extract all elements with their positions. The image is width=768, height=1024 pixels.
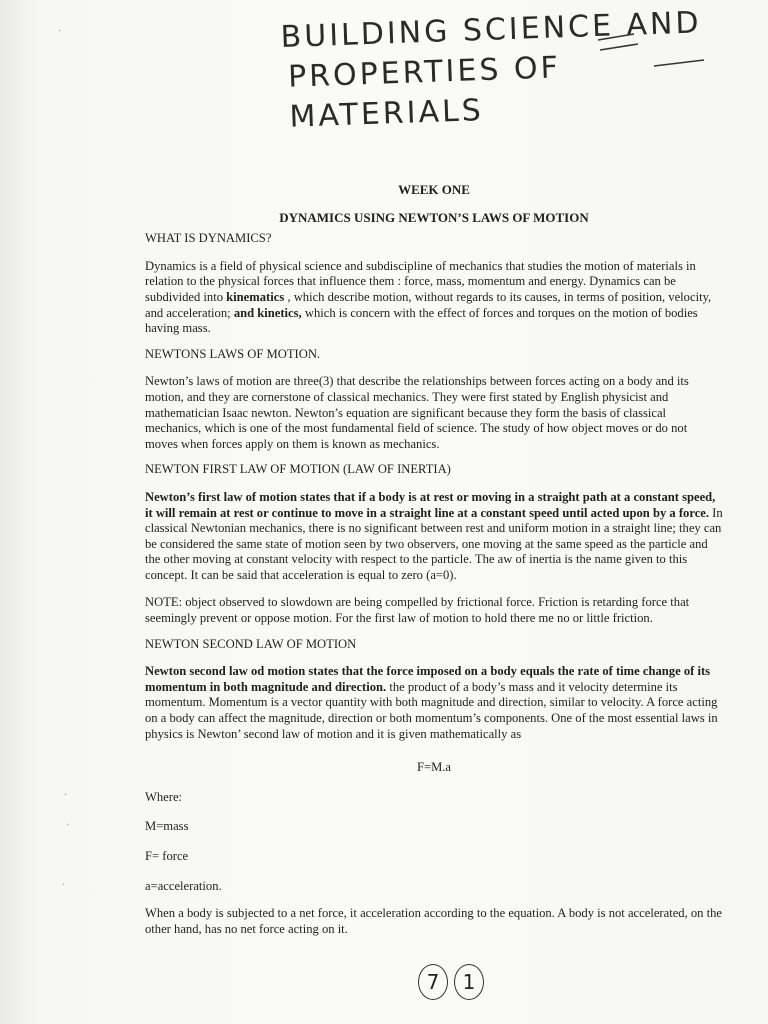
where-label: Where: [145,789,183,804]
paragraph-text: , which describe motion, without regards to its causes, in terms of position, velocity, and acceleration; [145,289,712,320]
paragraph-text: In classical Newtonian mechanics, there is no significant between rest and uniform motion in a straight line; they can be considered the same state of motion seen by two observers, one moving at the same speed as the particle and the other moving at constant velocity with respect to the particle. The aw of inertia is the name given to this concept. It can be said that acceleration is equal to zero (a=0). [145,505,723,582]
first-law-statement: Newton’s first law of motion states that if a body is at rest or moving in a straight path at a constant speed, it will remain at rest or continue to move in a straight line at a constant speed until acted upon by a force. [145,489,716,520]
page-mark-first: 7 [418,964,448,1000]
document-title: DYNAMICS USING NEWTON’S LAWS OF MOTION [279,209,589,225]
section-heading-laws: NEWTONS LAWS OF MOTION. [145,346,321,361]
section-heading-dynamics: WHAT IS DYNAMICS? [145,231,272,246]
scan-speck: · [62,880,66,891]
paragraph-text: the product of a body’s mass and it velocity determine its momentum. Momentum is a vector quantity with both magnitude and direction, similar to velocity. A force acting on a body can affect the magnitude, direction or both momentum’s components. One of the most essential laws in physics is Newton’ second law of motion and it is given mathematically as [145,679,718,741]
scan-speck: · [64,790,68,801]
scan-speck: · [58,26,62,37]
definition-force: F= force [145,849,189,863]
scan-speck: · [66,820,70,831]
handwritten-page-number [418,964,490,1000]
handwritten-title-line2: PROPERTIES OF MATERIALS [287,50,562,135]
document-body [145,182,723,937]
formula: F=M.a [416,760,452,775]
section-heading-second-law: NEWTON SECOND LAW OF MOTION [145,636,357,651]
paragraph-text: which is concern with the effect of forces and torques on the motion of bodies having mass. [145,305,698,336]
bold-term-kinematics: kinematics [226,289,285,304]
paragraph-second-law [145,664,723,742]
definition-acceleration: a=acceleration. [145,878,222,893]
strikethrough-scribble-icon [594,16,714,76]
paragraph-text: Dynamics is a field of physical science and subdiscipline of mechanics that studies the motion of materials in relation to the physical forces that influence them : force, mass, momentum and energy. Dynamics can be subdivided into [145,258,696,304]
week-label: WEEK ONE [398,182,470,197]
handwritten-title-line1: BUILDING SCIENCE AND [280,5,703,56]
section-heading-first-law: NEWTON FIRST LAW OF MOTION (LAW OF INERTIA) [145,462,451,477]
definition-mass: M=mass [145,819,189,834]
paragraph-laws: Newton’s laws of motion are three(3) that describe the relationships between forces acting on a body and its motion, and they are cornerstone of classical mechanics. They were first stated by English physicist and mathematician Isaac newton. Newton’s equation are significant because they form the basis of classical mechanics, which is one of the most fundamental field of science. The study of how object moves or do not moves when forces apply on them is known as mechanics. [145,374,689,451]
paragraph-dynamics [145,259,723,337]
paragraph-closing: When a body is subjected to a net force, it acceleration according to the equation. A body is not accelerated, on the other hand, has no net force acting on it. [145,906,722,936]
bold-term-kinetics: and kinetics, [233,305,302,320]
second-law-statement: Newton second law od motion states that the force imposed on a body equals the rate of time change of its momentum in both magnitude and direction. [145,664,711,694]
paragraph-note: NOTE: object observed to slowdown are being compelled by frictional force. Friction is retarding force that seemingly prevent or oppose motion. For the first law of motion to hold there me no or little friction. [145,595,690,626]
page-mark-second: 1 [454,964,484,1000]
paragraph-first-law [145,490,723,584]
